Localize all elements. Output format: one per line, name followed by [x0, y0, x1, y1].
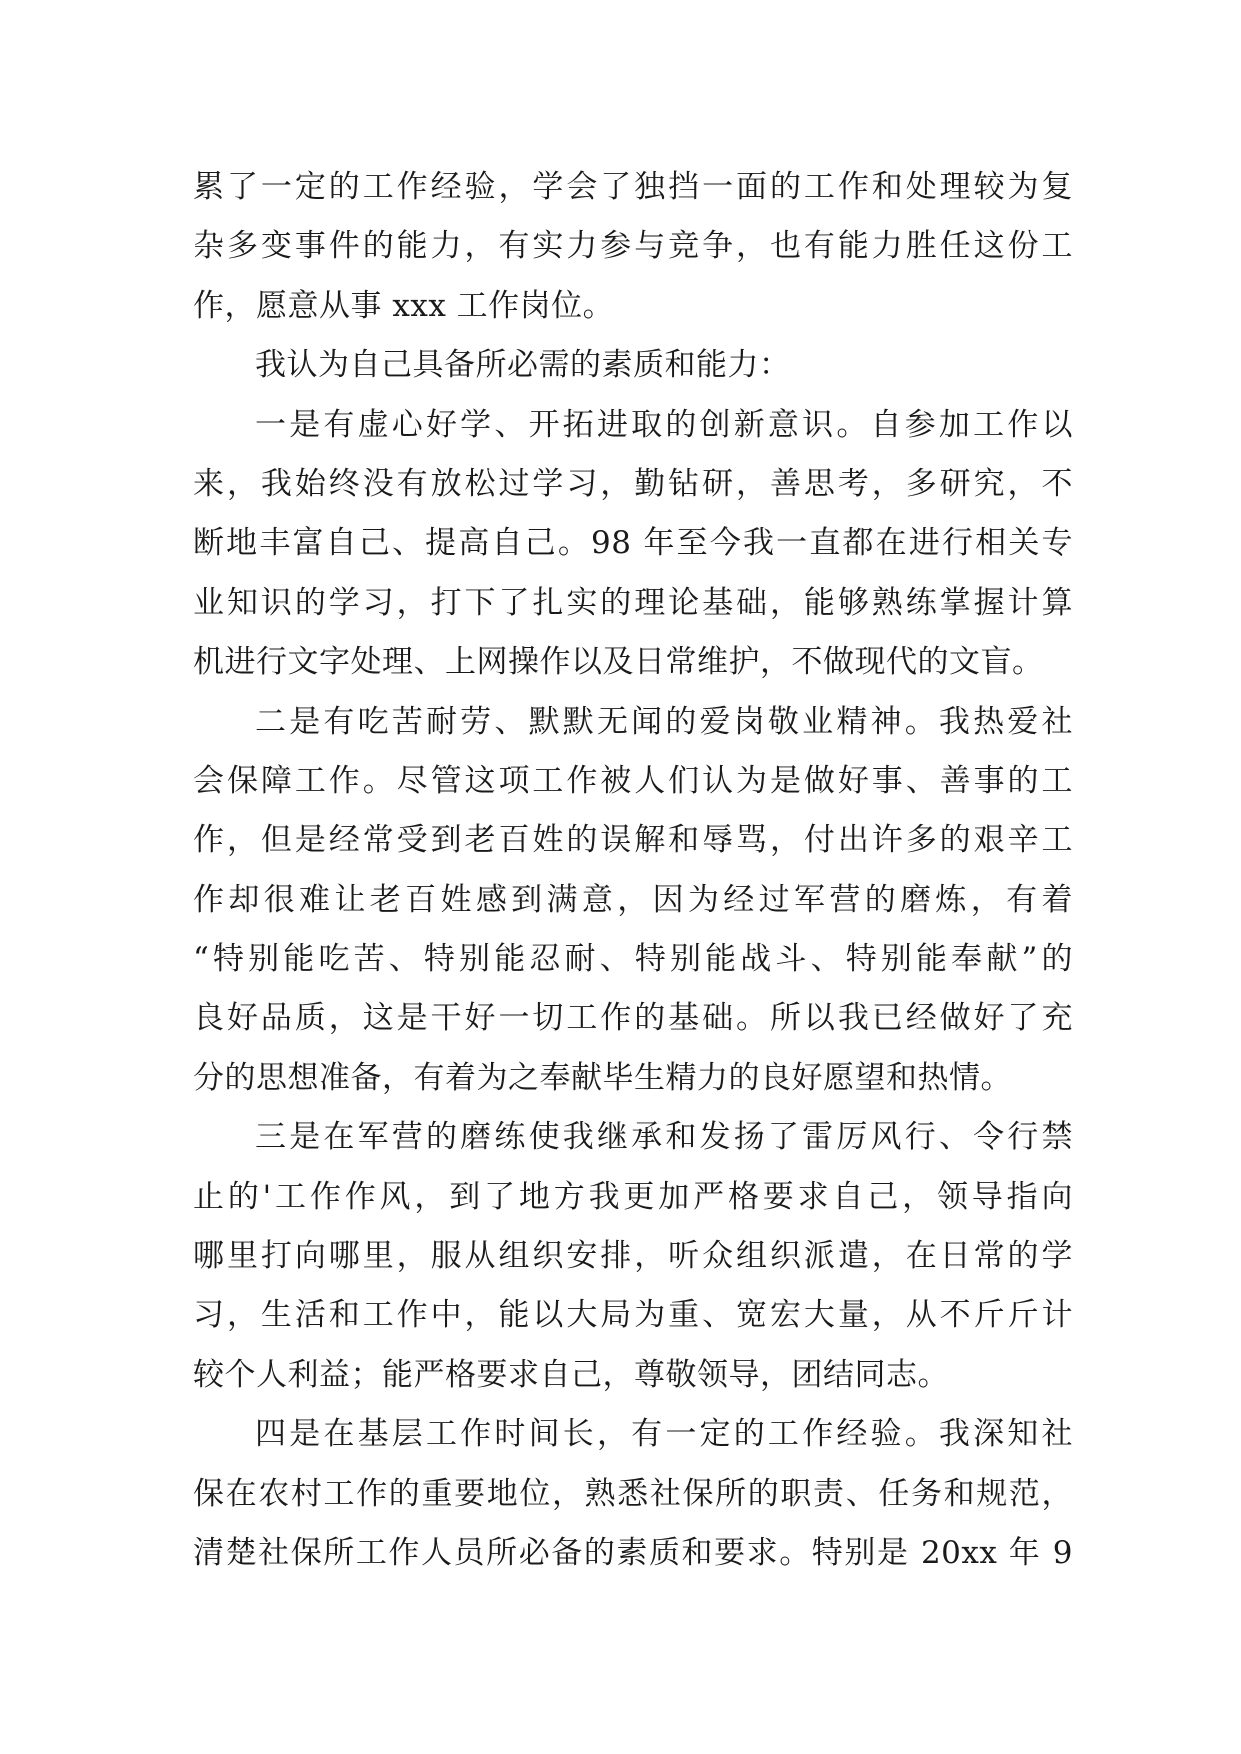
text-line: 断地丰富自己、提高自己。98 年至今我一直都在进行相关专	[193, 525, 1073, 562]
text-line: 业知识的学习，打下了扎实的理论基础，能够熟练掌握计算	[193, 584, 1073, 621]
text-line: 较个人利益；能严格要求自己，尊敬领导，团结同志。	[193, 1356, 949, 1393]
text-line: 机进行文字处理、上网操作以及日常维护，不做现代的文盲。	[193, 644, 1044, 681]
text-line: 会保障工作。尽管这项工作被人们认为是做好事、善事的工	[193, 762, 1073, 799]
text-line: 保在农村工作的重要地位，熟悉社保所的职责、任务和规范，	[193, 1475, 1073, 1512]
paragraph-start-line: 我认为自己具备所必需的素质和能力：	[255, 347, 791, 384]
paragraph-start-line: 二是有吃苦耐劳、默默无闻的爱岗敬业精神。我热爱社	[255, 703, 1073, 740]
text-line: 良好品质，这是干好一切工作的基础。所以我已经做好了充	[193, 1000, 1073, 1037]
text-line: 作，愿意从事 xxx 工作岗位。	[193, 287, 615, 324]
text-line: 来，我始终没有放松过学习，勤钻研，善思考，多研究，不	[193, 465, 1073, 502]
text-line: 分的思想准备，有着为之奉献毕生精力的良好愿望和热情。	[193, 1059, 1012, 1096]
paragraph-start-line: 三是在军营的磨练使我继承和发扬了雷厉风行、令行禁	[255, 1119, 1073, 1156]
text-line: “特别能吃苦、特别能忍耐、特别能战斗、特别能奉献”的	[193, 941, 1073, 978]
paragraph-start-line: 一是有虚心好学、开拓进取的创新意识。自参加工作以	[255, 406, 1073, 443]
text-line: 作，但是经常受到老百姓的误解和辱骂，付出许多的艰辛工	[193, 822, 1073, 859]
text-line: 清楚社保所工作人员所必备的素质和要求。特别是 20xx 年 9	[193, 1534, 1073, 1571]
text-line: 作却很难让老百姓感到满意，因为经过军营的磨炼，有着	[193, 881, 1073, 918]
text-line: 杂多变事件的能力，有实力参与竞争，也有能力胜任这份工	[193, 228, 1073, 265]
text-line: 止的'工作作风，到了地方我更加严格要求自己，领导指向	[193, 1178, 1073, 1215]
paragraph-start-line: 四是在基层工作时间长，有一定的工作经验。我深知社	[255, 1416, 1073, 1453]
text-line: 累了一定的工作经验，学会了独挡一面的工作和处理较为复	[193, 169, 1073, 205]
text-line: 习，生活和工作中，能以大局为重、宽宏大量，从不斤斤计	[193, 1297, 1073, 1334]
document-body	[193, 158, 1073, 1583]
text-line: 哪里打向哪里，服从组织安排，听众组织派遣，在日常的学	[193, 1238, 1073, 1275]
